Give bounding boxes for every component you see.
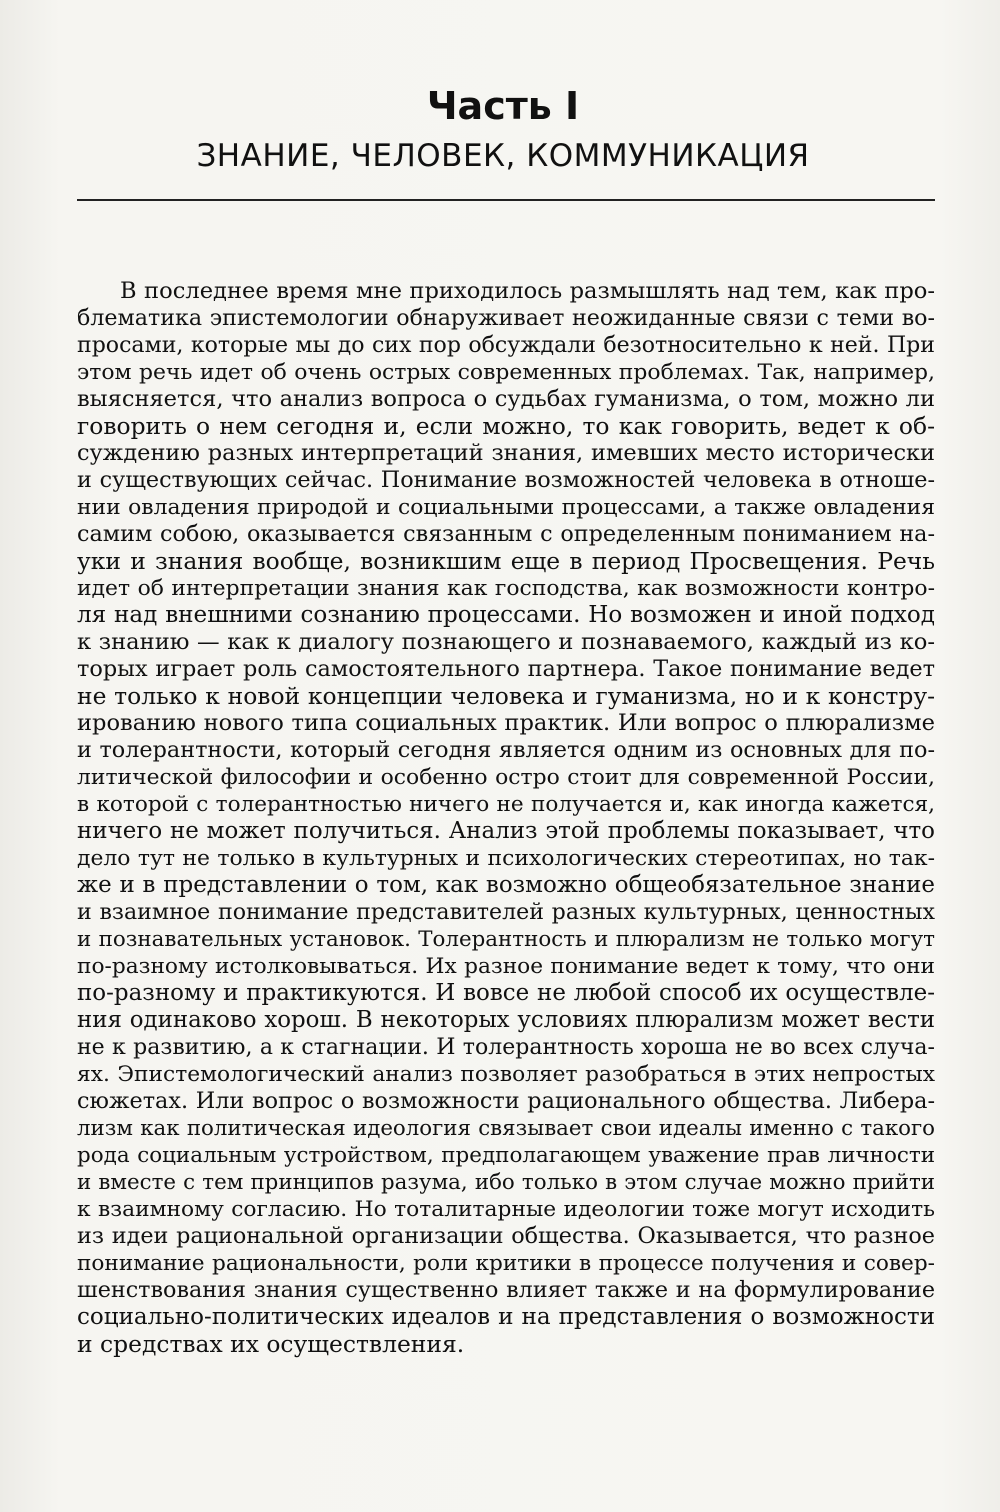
text-line: лизм как политическая идеология связывает свои идеалы именно с такого — [77, 1116, 935, 1141]
text-line: и толерантности, который сегодня является одним из основных для по- — [77, 737, 935, 763]
heading-rule — [77, 199, 935, 201]
text-line: к знанию — как к диалогу познающего и познаваемого, каждый из ко- — [77, 629, 935, 655]
text-line: идет об интерпретации знания как господства, как возможности контро- — [77, 576, 935, 601]
text-line: по-разному и практикуются. И вовсе не любой способ их осуществле- — [77, 980, 935, 1006]
text-line: и существующих сейчас. Понимание возможностей человека в отноше- — [77, 467, 935, 493]
text-line: уки и знания вообще, возникшим еще в период Просвещения. Речь — [77, 547, 935, 575]
text-line: сюжетах. Или вопрос о возможности рационального общества. Либера- — [77, 1088, 935, 1114]
text-line: ях. Эпистемологический анализ позволяет разобраться в этих непростых — [77, 1062, 935, 1087]
text-line: в которой с толерантностью ничего не получается и, как иногда кажется, — [77, 792, 935, 817]
text-line: просами, которые мы до сих пор обсуждали безотносительно к ней. При — [77, 333, 935, 358]
text-line: литической философии и особенно остро стоит для современной России, — [77, 765, 935, 790]
text-line: ния одинаково хорош. В некоторых условиях плюрализм может вести — [77, 1007, 935, 1033]
text-line: нии овладения природой и социальными процессами, а также овладения — [77, 495, 935, 520]
text-line: рода социальным устройством, предполагающем уважение прав личности — [77, 1143, 935, 1168]
part-title: Часть I — [426, 84, 580, 128]
text-line: и взаимное понимание представителей разных культурных, ценностных — [77, 899, 935, 925]
text-line: из идеи рациональной организации общества. Оказывается, что разное — [77, 1223, 935, 1249]
text-line: В последнее время мне приходилось размышлять над тем, как про- — [120, 278, 935, 304]
text-line: и средствах их осуществления. — [77, 1330, 465, 1358]
text-line: же и в представлении о том, как возможно общеобязательное знание — [77, 872, 935, 898]
text-line: ированию нового типа социальных практик. Или вопрос о плюрализме — [77, 710, 935, 736]
text-line: шенствования знания существенно влияет также и на формулирование — [77, 1277, 935, 1303]
text-line: суждению разных интерпретаций знания, имевших место исторически — [77, 440, 935, 466]
text-line: выясняется, что анализ вопроса о судьбах гуманизма, о том, можно ли — [77, 386, 935, 412]
text-line: торых играет роль самостоятельного партнера. Такое понимание ведет — [77, 656, 935, 682]
text-line: и познавательных установок. Толерантность и плюрализм не только могут — [77, 927, 935, 952]
text-line: этом речь идет об очень острых современных проблемах. Так, например, — [77, 360, 935, 385]
text-line: и вместе с тем принципов разума, ибо только в этом случае можно прийти — [77, 1170, 935, 1195]
text-line: ничего не может получиться. Анализ этой проблемы показывает, что — [77, 818, 935, 844]
text-line: по-разному истолковываться. Их разное понимание ведет к тому, что они — [77, 954, 935, 979]
text-line: самим собою, оказывается связанным с определенным пониманием на- — [77, 521, 935, 547]
text-line: дело тут не только в культурных и психологических стереотипах, но так- — [77, 846, 935, 871]
text-line: не только к новой концепции человека и гуманизма, но и к констру- — [77, 682, 935, 710]
text-line: говорить о нем сегодня и, если можно, то как говорить, ведет к об- — [77, 412, 935, 440]
text-line: к взаимному согласию. Но тоталитарные идеологии тоже могут исходить — [77, 1197, 935, 1222]
part-subtitle: ЗНАНИЕ, ЧЕЛОВЕК, КОММУНИКАЦИЯ — [196, 138, 810, 174]
text-line: ля над внешними сознанию процессами. Но возможен и иной подход — [77, 602, 935, 628]
text-line: понимание рациональности, роли критики в процессе получения и совер- — [77, 1251, 935, 1276]
text-line: социально-политических идеалов и на представления о возможности — [77, 1304, 935, 1330]
text-line: не к развитию, а к стагнации. И толерантность хороша не во всех случа- — [77, 1035, 935, 1060]
text-line: блематика эпистемологии обнаруживает неожиданные связи с теми во- — [77, 305, 935, 331]
body-paragraph — [77, 278, 935, 1358]
